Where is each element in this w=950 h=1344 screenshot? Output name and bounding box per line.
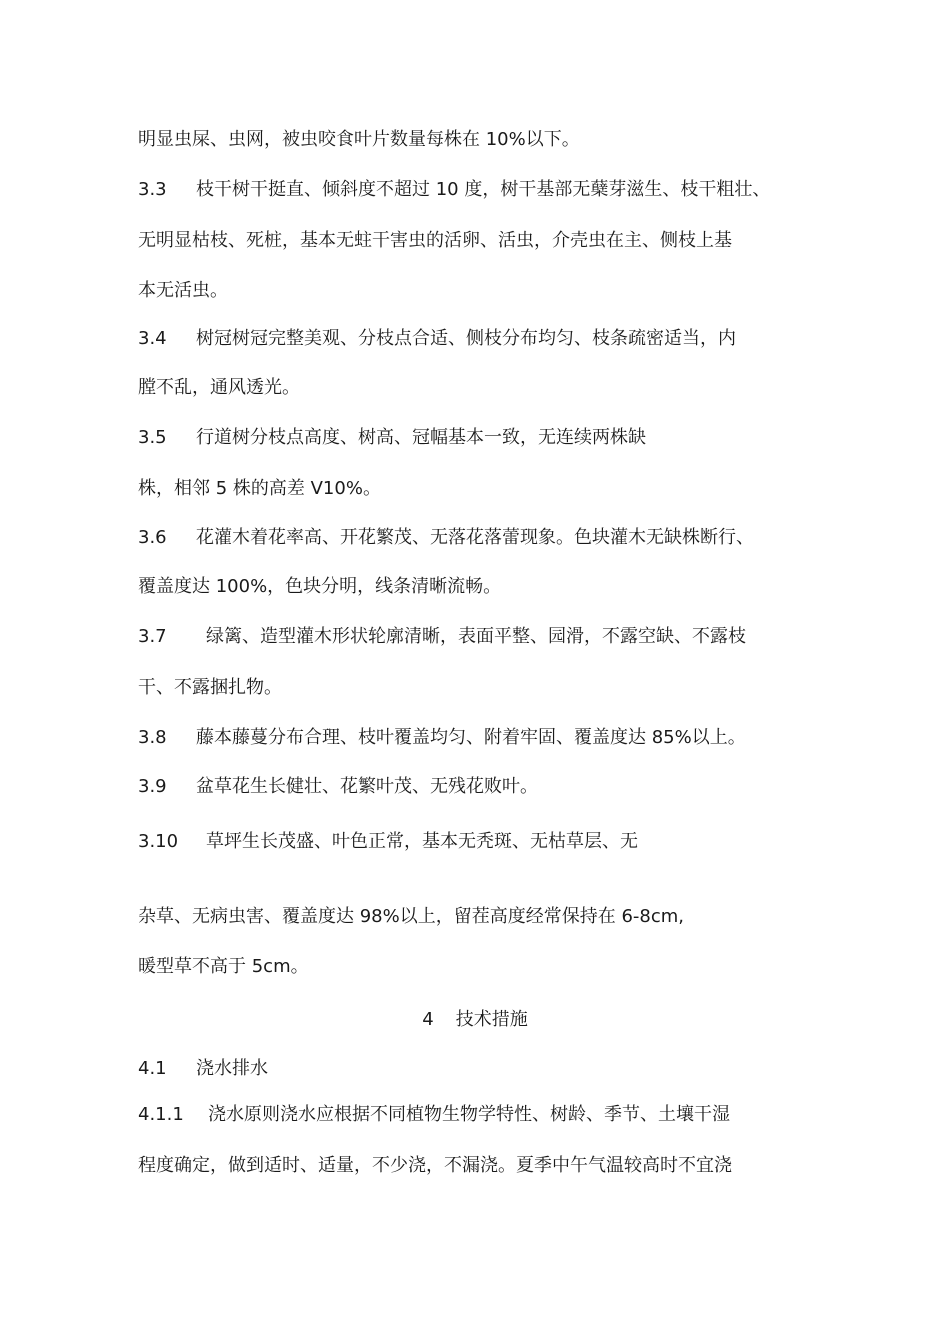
paragraph-line (138, 675, 282, 701)
paragraph-line (138, 228, 732, 254)
paragraph-line (138, 278, 228, 304)
clause-number: 3.6 (138, 527, 167, 548)
line-text: 浇水原则浇水应根据不同植物生物学特性、树龄、季节、土壤干湿 (208, 1104, 730, 1125)
line-text: 浇水排水 (196, 1058, 268, 1079)
line-text: 树冠树冠完整美观、分枝点合适、侧枝分布均匀、枝条疏密适当，内 (196, 328, 736, 349)
section-number: 4 (422, 1009, 434, 1030)
clause-number: 3.3 (138, 179, 167, 200)
line-text: 盆草花生长健壮、花繁叶茂、无残花败叶。 (196, 776, 538, 797)
section-title: 技术措施 (455, 1009, 528, 1030)
paragraph-line (138, 574, 501, 600)
paragraph-line (138, 954, 309, 980)
paragraph-line (138, 425, 646, 451)
paragraph-line (138, 904, 684, 930)
paragraph-line (138, 375, 300, 401)
line-text: 株，相邻 5 株的高差 V10%。 (138, 478, 381, 499)
line-text: 草坪生长茂盛、叶色正常，基本无秃斑、无枯草层、无 (206, 831, 638, 852)
paragraph-line (138, 127, 580, 153)
line-text: 程度确定，做到适时、适量，不少浇，不漏浇。夏季中午气温较高时不宜浇 (138, 1155, 732, 1176)
section-heading (0, 1007, 950, 1033)
line-text: 枝干树干挺直、倾斜度不超过 10 度，树干基部无蘖芽滋生、枝干粗壮、 (196, 179, 771, 200)
clause-number: 3.10 (138, 831, 179, 852)
paragraph-line (138, 1102, 730, 1128)
line-text: 藤本藤蔓分布合理、枝叶覆盖均匀、附着牢固、覆盖度达 85%以上。 (196, 727, 746, 748)
paragraph-line (138, 177, 770, 203)
line-text: 行道树分枝点高度、树高、冠幅基本一致，无连续两株缺 (196, 427, 646, 448)
line-text: 覆盖度达 100%，色块分明，线条清晰流畅。 (138, 576, 502, 597)
paragraph-line (138, 525, 754, 551)
line-text: 明显虫屎、虫网，被虫咬食叶片数量每株在 10%以下。 (138, 129, 580, 150)
clause-number: 3.9 (138, 776, 167, 797)
line-text: 杂草、无病虫害、覆盖度达 98%以上，留茬高度经常保持在 6-8cm, (138, 906, 685, 927)
paragraph-line (138, 476, 381, 502)
paragraph-line (138, 1153, 732, 1179)
line-text: 干、不露捆扎物。 (138, 677, 282, 698)
line-text: 花灌木着花率高、开花繁茂、无落花落蕾现象。色块灌木无缺株断行、 (196, 527, 754, 548)
paragraph-line (138, 725, 746, 751)
paragraph-line (138, 1056, 268, 1082)
paragraph-line (138, 829, 638, 855)
clause-number: 3.4 (138, 328, 167, 349)
line-text: 绿篱、造型灌木形状轮廓清晰，表面平整、园滑，不露空缺、不露枝 (206, 626, 746, 647)
line-text: 本无活虫。 (138, 280, 228, 301)
clause-number: 4.1.1 (138, 1104, 184, 1125)
line-text: 暖型草不高于 5cm。 (138, 956, 309, 977)
line-text: 无明显枯枝、死桩，基本无蛀干害虫的活卵、活虫，介壳虫在主、侧枝上基 (138, 230, 732, 251)
clause-number: 3.5 (138, 427, 167, 448)
clause-number: 3.7 (138, 626, 167, 647)
paragraph-line (138, 624, 746, 650)
paragraph-line (138, 774, 538, 800)
paragraph-line (138, 326, 736, 352)
line-text: 膛不乱，通风透光。 (138, 377, 300, 398)
clause-number: 4.1 (138, 1058, 167, 1079)
clause-number: 3.8 (138, 727, 167, 748)
